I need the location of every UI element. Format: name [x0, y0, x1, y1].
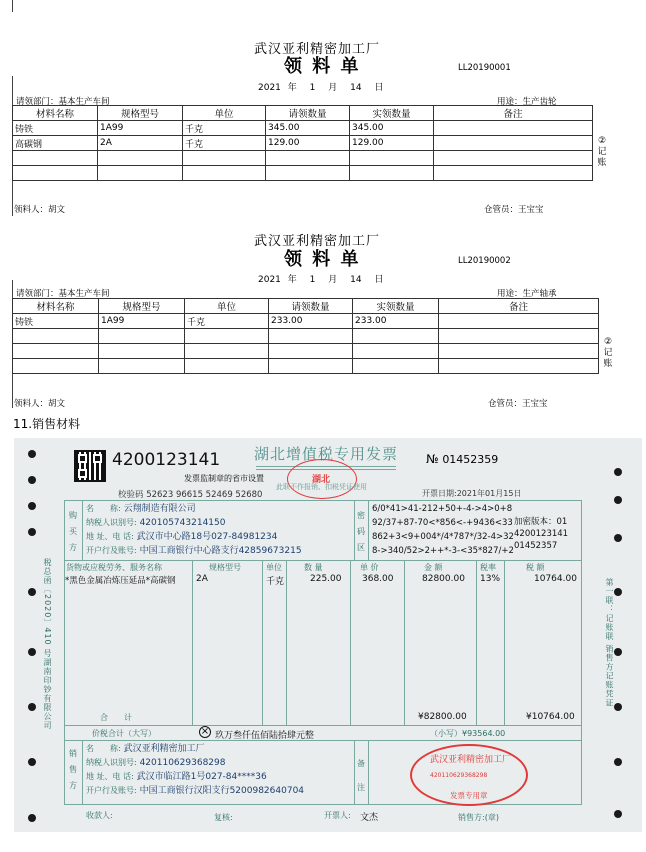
- cell: [353, 359, 439, 374]
- month: 1: [309, 83, 316, 93]
- item-qty: 225.00: [310, 574, 342, 584]
- cell: [183, 166, 266, 181]
- day: 14: [350, 275, 362, 285]
- cell: [353, 329, 439, 344]
- cell: [439, 359, 599, 374]
- supervision-note: 发票监制章的省市设置: [184, 474, 264, 483]
- item-spec: 2A: [196, 574, 208, 584]
- section-heading: 11.销售材料: [13, 417, 81, 431]
- rule: [64, 740, 582, 741]
- rule: [354, 500, 355, 560]
- cell: [98, 151, 183, 166]
- rule: [504, 560, 505, 725]
- col-header-rate: 税率: [480, 563, 496, 572]
- col-header: 请领数量: [269, 299, 353, 314]
- qr-code-icon: [74, 450, 106, 482]
- rule: [404, 560, 405, 725]
- cell: 233.00: [269, 314, 353, 329]
- seller-info: 名 称: 武汉亚利精密加工厂 纳税人识别号: 420110629368298 地 址、电 话: 武汉市临江路1号027-84****36 开户行及账号: 中国工商银行汉阳支行5200982640704: [86, 744, 305, 796]
- col-header-goods: 货物或应税劳务、服务名称: [66, 563, 162, 572]
- cell: [13, 329, 99, 344]
- requisition-table: [12, 298, 599, 374]
- cell: [185, 359, 269, 374]
- sprocket-hole: [614, 810, 622, 818]
- total-label: 合 计: [100, 713, 132, 722]
- year: 2021: [258, 83, 281, 93]
- col-header: 实领数量: [350, 106, 434, 121]
- sprocket-hole: [614, 496, 622, 504]
- seller-section-label: 销 售 方: [69, 749, 77, 790]
- buyer-section-label: 购 买 方: [69, 511, 77, 552]
- rule: [350, 560, 351, 725]
- cell: [269, 329, 353, 344]
- copy-note: ② 记 账: [597, 136, 607, 168]
- cross-icon: ×: [200, 726, 210, 737]
- col-header: 材料名称: [13, 299, 99, 314]
- cipher-section-label: 密 码 区: [357, 511, 365, 552]
- col-header-tax: 税 额: [526, 563, 545, 572]
- buyer-bank: 中国工商银行中心路支行42859673215: [139, 546, 302, 556]
- payee-label: 收款人:: [86, 811, 113, 820]
- cell: [434, 166, 593, 181]
- rule: [476, 560, 477, 725]
- year: 2021: [258, 275, 281, 285]
- buyer-info: 名 称: 云翔制造有限公司 纳税人识别号: 420105743214150 地 址、电 话: 武汉市中心路18号027-84981234 开户行及账号: 中国工商银行中心路支行42859673215: [86, 504, 302, 556]
- cell: 345.00: [266, 121, 350, 136]
- buyer-address: 武汉市中心路18号027-84981234: [136, 532, 278, 542]
- rule: [82, 500, 83, 560]
- item-price: 368.00: [362, 574, 394, 584]
- cell: [266, 151, 350, 166]
- table-row: [13, 359, 599, 374]
- department: 请领部门：基本生产车间: [16, 97, 110, 107]
- cell: [13, 151, 98, 166]
- rule: [64, 725, 582, 726]
- sprocket-hole: [28, 814, 36, 822]
- cell: 铸铁: [13, 314, 99, 329]
- item-rate: 13%: [480, 574, 501, 584]
- item-tax: 10764.00: [534, 574, 577, 584]
- sprocket-hole: [28, 450, 36, 458]
- form-title: 领 料 单: [284, 249, 361, 270]
- cell: 1A99: [99, 314, 185, 329]
- tax-bureau-seal: 湖北: [287, 459, 357, 499]
- table-row: [13, 166, 593, 181]
- sprocket-hole: [28, 528, 36, 536]
- cell: [434, 121, 593, 136]
- cell: 高碳钢: [13, 136, 98, 151]
- table-row: [13, 136, 593, 151]
- rule: [368, 500, 369, 560]
- buyer-tax-id: 420105743214150: [139, 518, 226, 528]
- cell: [185, 329, 269, 344]
- doc-number: LL20190001: [458, 63, 511, 73]
- cell: [350, 151, 434, 166]
- table-row: [13, 121, 593, 136]
- rule: [354, 740, 355, 805]
- invoice-title: 湖北增值税专用发票: [254, 445, 399, 463]
- seller-bank: 中国工商银行汉阳支行5200982640704: [139, 786, 305, 796]
- cell: [350, 166, 434, 181]
- sprocket-hole: [28, 502, 36, 510]
- item-name: *黑色金属冶炼压延品*高碳钢: [65, 576, 176, 586]
- month: 1: [309, 275, 316, 285]
- check-code: 校验码 52623 96615 52469 52680: [118, 490, 263, 500]
- cell: [13, 359, 99, 374]
- cell: 129.00: [350, 136, 434, 151]
- copy-note: ② 记 账: [603, 337, 613, 369]
- left-margin-line: [12, 0, 13, 12]
- seller-tax-id: 420110629368298: [139, 758, 226, 768]
- grand-total-small: （小写）¥93564.00: [430, 729, 506, 738]
- cell: [99, 359, 185, 374]
- department: 请领部门：基本生产车间: [16, 289, 110, 299]
- requisition-table: [12, 105, 593, 181]
- sprocket-hole: [28, 703, 36, 711]
- doc-number: LL20190002: [458, 256, 511, 266]
- cell: [266, 166, 350, 181]
- sprocket-hole: [614, 758, 622, 766]
- sprocket-hole: [614, 648, 622, 656]
- printer-note: 税总函〔2020〕410 号湖南印钞有限公司: [43, 558, 52, 731]
- warehouse-keeper: 仓管员：王宝宝: [484, 205, 544, 215]
- cell: [439, 329, 599, 344]
- table-header-row: [13, 106, 593, 121]
- rule: [262, 560, 263, 725]
- cell: 2A: [98, 136, 183, 151]
- table-row: [13, 151, 593, 166]
- buyer-name: 云翔制造有限公司: [123, 504, 196, 514]
- cell: [269, 359, 353, 374]
- cell: 铸铁: [13, 121, 98, 136]
- col-header: 单位: [183, 106, 266, 121]
- sprocket-hole: [614, 588, 622, 596]
- company-name: 武汉亚利精密加工厂: [254, 234, 381, 249]
- rule: [368, 740, 369, 805]
- usage: 用途：生产轴承: [497, 289, 557, 299]
- cell: 千克: [183, 136, 266, 151]
- rule: [192, 560, 193, 725]
- col-header: 实领数量: [353, 299, 439, 314]
- encryption-version: 加密版本：01 4200123141 01452357: [514, 517, 569, 551]
- total-amount: ¥82800.00: [418, 712, 467, 722]
- reviewer-label: 复核:: [214, 813, 233, 822]
- col-header: 规格型号: [98, 106, 183, 121]
- rule: [286, 560, 287, 725]
- cell: [185, 344, 269, 359]
- number-sign: №: [426, 452, 439, 466]
- col-header-qty: 数 量: [304, 563, 323, 572]
- col-header-spec: 规格型号: [209, 563, 241, 572]
- sprocket-hole: [28, 648, 36, 656]
- sprocket-hole: [28, 758, 36, 766]
- item-unit: 千克: [266, 577, 285, 587]
- table-row: [13, 329, 599, 344]
- col-header: 单位: [185, 299, 269, 314]
- cipher-text: 6/0*41>41-212+50+-4->4>0+8 92/37+87-70<*856<-+9436<33 862+3<9+004*/4*787*/32-4>32 8->340/52>2++*-3-<35*827/+2: [372, 504, 514, 556]
- usage: 用途：生产齿轮: [497, 97, 557, 107]
- cell: [183, 151, 266, 166]
- sprocket-hole: [614, 468, 622, 476]
- cell: 千克: [185, 314, 269, 329]
- warehouse-keeper: 仓管员：王宝宝: [488, 399, 548, 409]
- item-amount: 82800.00: [422, 574, 465, 584]
- cell: [434, 136, 593, 151]
- vat-invoice: [14, 438, 642, 832]
- form-title: 领 料 单: [284, 56, 361, 77]
- cell: [353, 344, 439, 359]
- invoice-number: № 01452359: [426, 452, 499, 466]
- form-date: 2021 年 1 月 14 日: [258, 83, 384, 93]
- issue-date: 开票日期:2021年01月15日: [422, 489, 522, 498]
- table-header-row: [13, 299, 599, 314]
- seller-sign-label: 销售方:(章): [458, 813, 499, 822]
- sprocket-hole: [28, 588, 36, 596]
- col-header: 请领数量: [266, 106, 350, 121]
- copy-type-note: 第一联：记账联 销售方记账凭证: [605, 578, 614, 708]
- form-date: 2021 年 1 月 14 日: [258, 275, 384, 285]
- grand-total-label: 价税合计（大写）: [92, 729, 156, 738]
- cell: 233.00: [353, 314, 439, 329]
- cell: [439, 344, 599, 359]
- grand-total-words: 玖万叁仟伍佰陆拾肆元整: [215, 731, 315, 741]
- day: 14: [350, 83, 362, 93]
- not-valid-note: 此联不作报销、扣税凭证使用: [276, 483, 367, 491]
- cell: [439, 314, 599, 329]
- cell: [13, 166, 98, 181]
- cell: [98, 166, 183, 181]
- seller-address: 武汉市临江路1号027-84****36: [136, 772, 267, 782]
- cell: [13, 344, 99, 359]
- col-header: 备注: [434, 106, 593, 121]
- issuer-label: 开票人:: [324, 811, 351, 820]
- table-row: [13, 344, 599, 359]
- col-header: 材料名称: [13, 106, 98, 121]
- col-header-unit: 单位: [266, 563, 282, 572]
- invoice-code: 4200123141: [112, 450, 221, 470]
- cell: 千克: [183, 121, 266, 136]
- table-row: [13, 314, 599, 329]
- cell: 129.00: [266, 136, 350, 151]
- rule: [82, 740, 83, 805]
- col-header: 备注: [439, 299, 599, 314]
- cell: 345.00: [350, 121, 434, 136]
- company-name: 武汉亚利精密加工厂: [254, 42, 381, 57]
- total-tax: ¥10764.00: [526, 712, 575, 722]
- issuer-name: 文杰: [360, 813, 379, 823]
- receiver: 领料人：胡文: [14, 399, 66, 409]
- col-header-amount: 金 额: [424, 563, 443, 572]
- cell: [99, 329, 185, 344]
- receiver: 领料人：胡文: [14, 205, 66, 215]
- invoice-seal-stamp: 武汉亚利精密加工厂 420110629368298 发票专用章: [410, 744, 528, 806]
- col-header: 规格型号: [99, 299, 185, 314]
- cell: [99, 344, 185, 359]
- seller-name: 武汉亚利精密加工厂: [123, 744, 205, 754]
- cell: [434, 151, 593, 166]
- cell: 1A99: [98, 121, 183, 136]
- sprocket-hole: [28, 476, 36, 484]
- remark-section-label: 备 注: [357, 759, 365, 792]
- sprocket-hole: [614, 534, 622, 542]
- sprocket-hole: [614, 703, 622, 711]
- col-header-price: 单 价: [360, 563, 379, 572]
- cell: [269, 344, 353, 359]
